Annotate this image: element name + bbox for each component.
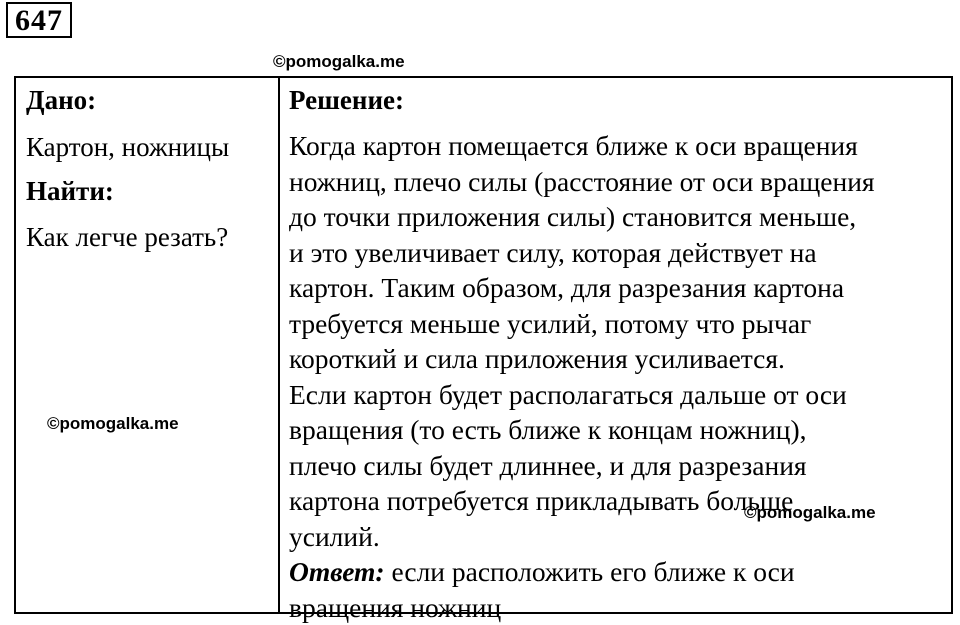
solution-line: картона потребуется прикладывать больше xyxy=(289,483,949,519)
watermark-right: ©pomogalka.me xyxy=(744,503,876,523)
answer-label: Ответ: xyxy=(289,556,385,587)
answer-line: вращения ножниц xyxy=(289,590,949,625)
solution-line: Если картон будет располагаться дальше от оси xyxy=(289,377,949,413)
solution-line: короткий и сила приложения усиливается. xyxy=(289,341,949,377)
problem-number: 647 xyxy=(6,2,72,38)
given-text: Картон, ножницы xyxy=(26,129,274,165)
answer-line xyxy=(289,554,949,590)
watermark-top: ©pomogalka.me xyxy=(273,52,405,72)
solution-line: усилий. xyxy=(289,519,949,555)
solution-line: вращения (то есть ближе к концам ножниц), xyxy=(289,412,949,448)
solution-heading: Решение: xyxy=(289,82,949,118)
answer-text: если расположить его ближе к оси xyxy=(385,556,795,587)
solution-line: картон. Таким образом, для разрезания картона xyxy=(289,270,949,306)
solution-line: плечо силы будет длиннее, и для разрезания xyxy=(289,448,949,484)
solution-line: и это увеличивает силу, которая действует на xyxy=(289,235,949,271)
given-column xyxy=(26,82,274,255)
watermark-left: ©pomogalka.me xyxy=(47,414,179,434)
task-table xyxy=(14,76,953,614)
solution-line: Когда картон помещается ближе к оси вращения xyxy=(289,128,949,164)
solution-line: требуется меньше усилий, потому что рычаг xyxy=(289,306,949,342)
column-divider xyxy=(278,78,280,612)
find-heading: Найти: xyxy=(26,173,274,209)
solution-line: ножниц, плечо силы (расстояние от оси вращения xyxy=(289,164,949,200)
solution-line: до точки приложения силы) становится меньше, xyxy=(289,199,949,235)
find-text: Как легче резать? xyxy=(26,219,274,255)
solution-column xyxy=(289,82,949,625)
solution-text xyxy=(289,128,949,625)
given-heading: Дано: xyxy=(26,82,274,118)
